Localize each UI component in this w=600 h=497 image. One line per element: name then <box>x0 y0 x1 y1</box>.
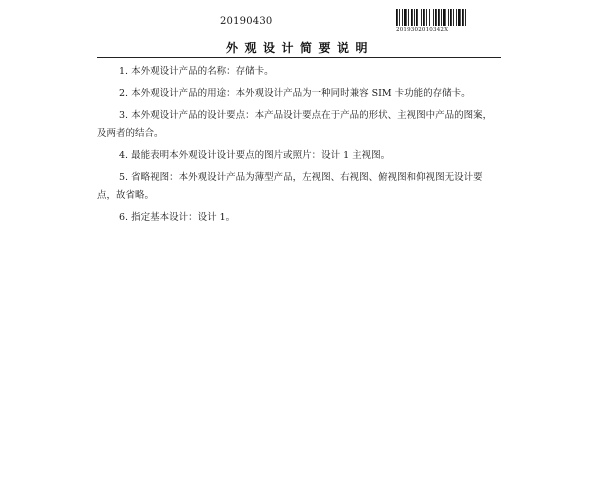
paragraph-key-view: 4. 最能表明本外观设计设计要点的图片或照片：设计 1 主视图。 <box>119 150 391 161</box>
barcode-bar <box>396 9 398 26</box>
barcode-bar <box>414 9 415 26</box>
barcode-bar <box>421 9 422 26</box>
barcode-bar <box>423 9 425 26</box>
document-body <box>97 63 501 231</box>
barcode-bar <box>399 9 400 26</box>
barcode-bar <box>438 9 440 26</box>
title-rule <box>97 57 501 58</box>
barcode-bar <box>453 9 454 26</box>
barcode-bar <box>450 9 452 26</box>
barcode-bar <box>429 9 430 26</box>
barcode-bar <box>411 9 413 26</box>
barcode-bar <box>426 9 427 26</box>
barcode-bar <box>441 9 442 26</box>
barcode-bar <box>408 9 409 26</box>
paragraph-product-use: 2. 本外观设计产品的用途：本外观设计产品为一种同时兼容 SIM 卡功能的存储卡。 <box>119 88 471 99</box>
barcode-bar <box>456 9 457 26</box>
paragraph-product-name: 1. 本外观设计产品的名称：存储卡。 <box>119 66 274 77</box>
barcode-bar <box>416 9 418 26</box>
barcode-bar <box>402 9 403 26</box>
paragraph-design-points: 3. 本外观设计产品的设计要点：本产品设计要点在于产品的形状、主视图中产品的图案，及两者的结合。 <box>97 110 493 139</box>
barcode-bar <box>462 9 464 26</box>
barcode-bar <box>458 9 461 26</box>
barcode-bar <box>435 9 437 26</box>
barcode <box>396 9 478 26</box>
paragraph-omitted-views: 5. 省略视图：本外观设计产品为薄型产品，左视图、右视图、俯视图和仰视图无设计要点，故省略。 <box>97 172 483 201</box>
barcode-bar <box>404 9 407 26</box>
date-code: 20190430 <box>220 16 273 27</box>
barcode-bar <box>448 9 449 26</box>
barcode-bar <box>443 9 446 26</box>
barcode-bar <box>465 9 466 26</box>
barcode-number: 2019302010342X <box>396 27 449 33</box>
document-title: 外观设计简要说明 <box>225 41 374 55</box>
paragraph-basic-design: 6. 指定基本设计：设计 1。 <box>119 212 236 223</box>
barcode-bar <box>433 9 434 26</box>
